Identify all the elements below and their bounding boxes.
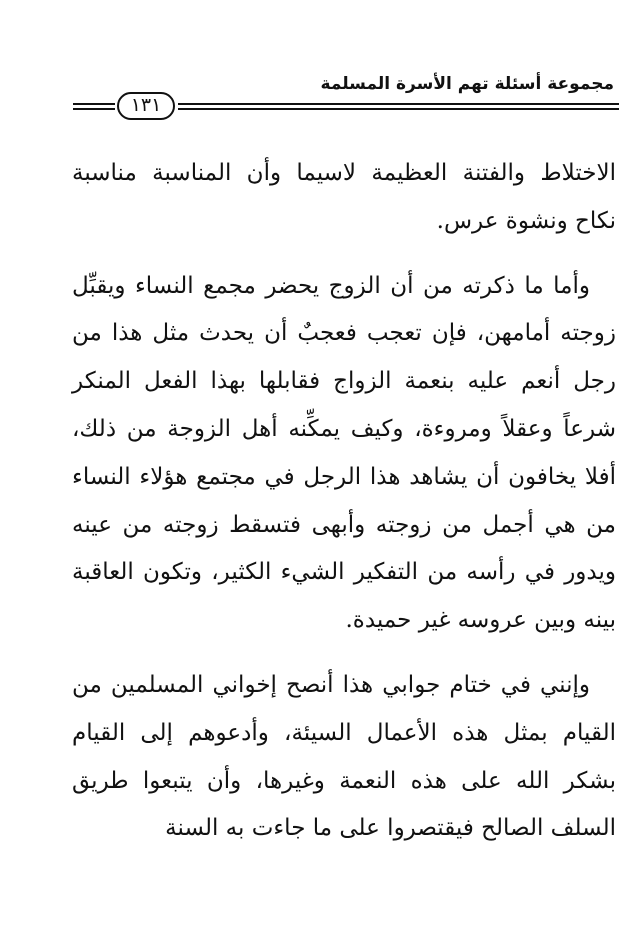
header-rule-right (178, 103, 619, 110)
page-number: ١٣١ (117, 92, 175, 120)
header-rule-left (73, 103, 115, 110)
paragraph: الاختلاط والفتنة العظيمة لاسيما وأن المناسبة مناسبة نكاح ونشوة عرس. (72, 160, 616, 234)
running-header-title: مجموعة أسئلة تهم الأسرة المسلمة (320, 74, 614, 94)
paragraph: وإنني في ختام جوابي هذا أنصح إخواني المسلمين من القيام بمثل هذه الأعمال السيئة، وأدعوهم إلى القيام بشكر الله على هذه النعمة وغيرها، وأن يتبعوا طريق السلف الصالح فيقتصروا على ما جاءت به السنة (72, 671, 616, 842)
paragraph: وأما ما ذكرته من أن الزوج يحضر مجمع النساء ويقبِّل زوجته أمامهن، فإن تعجب فعجبٌ أن يحدث مثل هذا من رجل أنعم عليه بنعمة الزواج فقابلها بهذا الفعل المنكر شرعاً وعقلاً ومروءة، وكيف يمكِّنه أهل الزوجة من ذلك، أفلا يخافون أن يشاهد هذا الرجل في مجتمع هؤلاء النساء من هي أجمل من زوجته وأبهى فتسقط زوجته من عينه ويدور في رأسه من التفكير الشيء الكثير، وتكون العاقبة بينه وبين عروسه غير حميدة. (72, 272, 616, 634)
body-text (72, 150, 616, 853)
